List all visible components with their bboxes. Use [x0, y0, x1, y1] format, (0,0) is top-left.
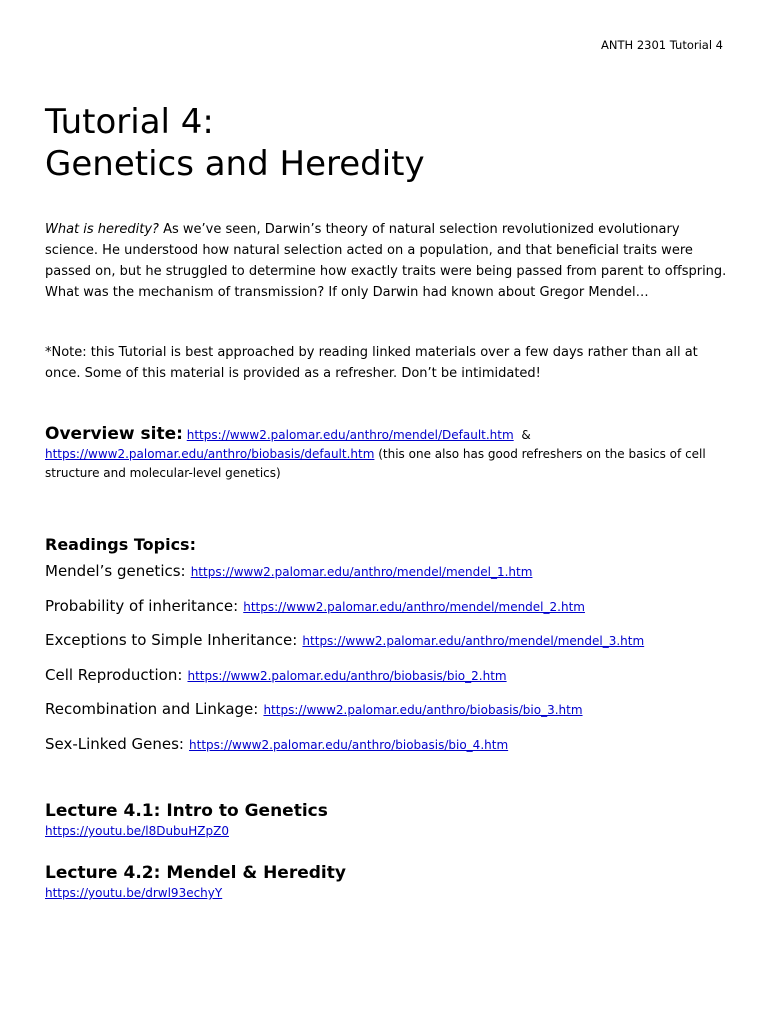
- intro-text: As we’ve seen, Darwin’s theory of natural selection revolutionized evolutionary science. He understood how natural selection acted on a population, and that beneficial traits were passed on, but he struggled to determine how exactly traits were being passed from parent to offspring. What was the mechanism of transmission? If only Darwin had known about Gregor Mendel…: [45, 222, 727, 300]
- overview-link-mendel[interactable]: https://www2.palomar.edu/anthro/mendel/Default.htm: [186, 428, 514, 442]
- reading-label: Exceptions to Simple Inheritance:: [45, 631, 298, 650]
- lecture-title: Lecture 4.2: Mendel & Heredity: [45, 863, 346, 883]
- reading-item: [45, 596, 745, 631]
- reading-item: [45, 734, 745, 769]
- reading-link[interactable]: https://www2.palomar.edu/anthro/mendel/mendel_2.htm: [243, 599, 585, 614]
- reading-item: [45, 699, 745, 734]
- lecture-block-2: [45, 863, 645, 900]
- lecture-video-link[interactable]: https://youtu.be/l8DubuHZpZ0: [45, 824, 229, 838]
- reading-link[interactable]: https://www2.palomar.edu/anthro/mendel/mendel_1.htm: [190, 565, 533, 579]
- lecture-video-link[interactable]: https://youtu.be/drwl93echyY: [45, 886, 223, 900]
- reading-link[interactable]: https://www2.palomar.edu/anthro/biobasis/bio_2.htm: [187, 668, 507, 683]
- page-header: ANTH 2301 Tutorial 4: [601, 38, 723, 52]
- reading-link[interactable]: https://www2.palomar.edu/anthro/biobasis/bio_3.htm: [263, 703, 583, 718]
- reading-label: Mendel’s genetics:: [45, 562, 186, 580]
- title-line-2: Genetics and Heredity: [45, 144, 425, 184]
- readings-heading: Readings Topics:: [45, 535, 196, 554]
- lecture-block-1: [45, 801, 645, 838]
- overview-label: Overview site:: [45, 424, 183, 444]
- readings-list: [45, 561, 745, 769]
- overview-ampersand: &: [521, 428, 531, 442]
- reading-link[interactable]: https://www2.palomar.edu/anthro/biobasis/bio_4.htm: [189, 737, 509, 752]
- page-title: [45, 101, 725, 185]
- reading-link[interactable]: https://www2.palomar.edu/anthro/mendel/mendel_3.htm: [302, 634, 645, 649]
- reading-item: [45, 665, 745, 700]
- overview-note: (this one also has good refreshers on the basics of cell structure and molecular-level genetics): [45, 447, 706, 480]
- reading-label: Recombination and Linkage:: [45, 700, 259, 719]
- title-line-1: Tutorial 4:: [45, 102, 214, 142]
- overview-section: [45, 425, 735, 483]
- lecture-title: Lecture 4.1: Intro to Genetics: [45, 801, 328, 821]
- intro-question: What is heredity?: [45, 222, 159, 237]
- reading-item: [45, 561, 745, 596]
- overview-link-biobasis[interactable]: https://www2.palomar.edu/anthro/biobasis/default.htm: [45, 447, 375, 461]
- reading-label: Probability of inheritance:: [45, 596, 239, 615]
- reading-label: Sex-Linked Genes:: [45, 734, 184, 753]
- intro-paragraph: [45, 219, 735, 303]
- reading-label: Cell Reproduction:: [45, 665, 183, 684]
- reading-item: [45, 630, 745, 665]
- note-paragraph: *Note: this Tutorial is best approached by reading linked materials over a few days rather than all at once. Some of this material is provided as a refresher. Don’t be intimidated!: [45, 345, 698, 381]
